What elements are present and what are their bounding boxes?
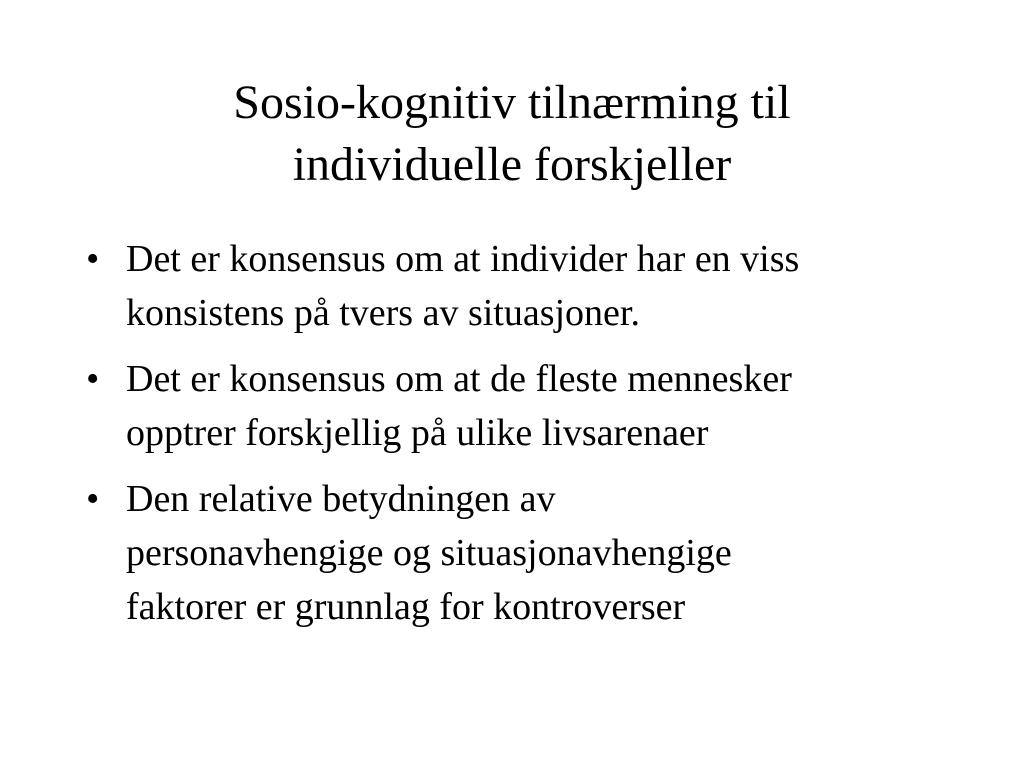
bullet-item — [84, 352, 954, 460]
bullet-line: personavhengige og situasjonavhengige — [126, 532, 732, 574]
slide-title-line: individuelle forskjeller — [292, 138, 732, 191]
bullet-line: Det er konsensus om at individer har en viss — [126, 238, 800, 280]
bullet-list — [84, 232, 954, 646]
slide-title-line: Sosio-kognitiv tilnærming til — [233, 76, 791, 129]
bullet-text — [126, 472, 954, 634]
bullet-line: opptrer forskjellig på ulike livsarenaer — [126, 412, 709, 454]
bullet-line: konsistens på tvers av situasjoner. — [126, 292, 640, 334]
slide-title — [80, 72, 944, 196]
bullet-line: Det er konsensus om at de fleste mennesker — [126, 358, 792, 400]
bullet-item — [84, 472, 954, 634]
bullet-icon: • — [86, 478, 100, 520]
bullet-item — [84, 232, 954, 340]
bullet-icon: • — [86, 358, 100, 400]
bullet-text — [126, 352, 954, 460]
bullet-icon: • — [86, 238, 100, 280]
bullet-line: faktorer er grunnlag for kontroverser — [126, 586, 686, 628]
bullet-text — [126, 232, 954, 340]
bullet-line: Den relative betydningen av — [126, 478, 556, 520]
